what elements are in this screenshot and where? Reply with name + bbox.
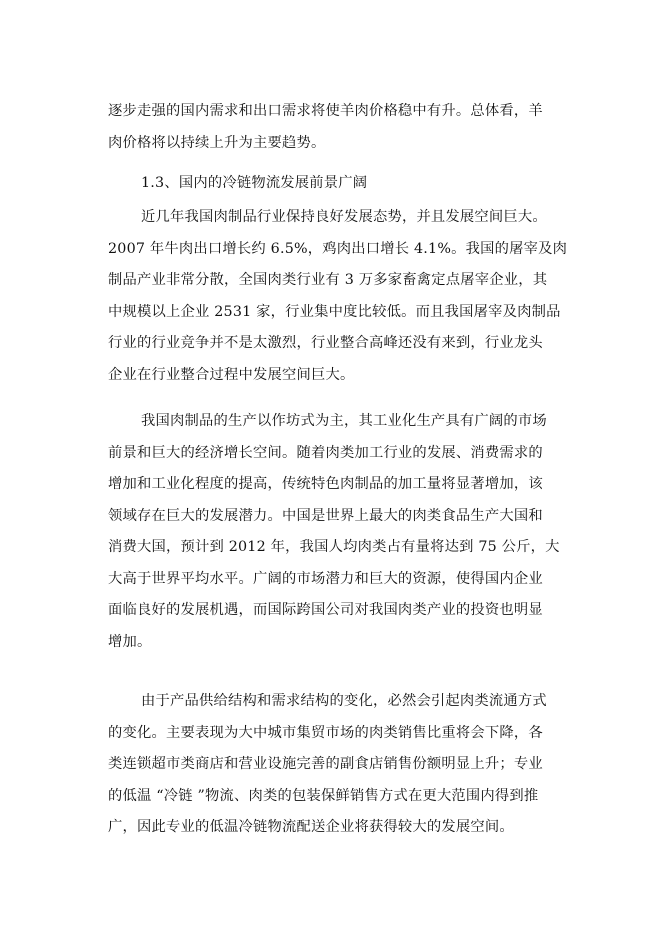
intro-line-2: 肉价格将以持续上升为主要趋势。	[108, 134, 326, 151]
paragraph-1-line-5: 行业的行业竞争并不是太激烈，行业整合高峰还没有来到，行业龙头	[108, 335, 543, 351]
paragraph-2-line-7: 面临良好的发展机遇，而国际跨国公司对我国肉类产业的投资也明显	[108, 602, 543, 618]
paragraph-2-line-4: 领域存在巨大的发展潜力。中国是世界上最大的肉类食品生产大国和	[108, 507, 543, 524]
paragraph-1-line-1: 近几年我国肉制品行业保持良好发展态势，并且发展空间巨大。	[141, 209, 547, 225]
paragraph-1	[108, 202, 568, 391]
paragraph-2-line-1: 我国肉制品的生产以作坊式为主，其工业化生产具有广阔的市场	[141, 413, 547, 429]
paragraph-1-line-4: 中规模以上企业 2531 家，行业集中度比较低。而且我国屠宰及肉制品	[108, 303, 561, 320]
section-heading	[108, 168, 556, 200]
paragraph-2-line-5: 消费大国，预计到 2012 年，我国人均肉类占有量将达到 75 公斤，大	[108, 539, 560, 555]
paragraph-2-line-8: 增加。	[108, 633, 152, 650]
intro-paragraph	[108, 96, 556, 159]
paragraph-2	[108, 406, 560, 658]
paragraph-3-line-4: 的低温 “冷链 ”物流、肉类的包装保鲜销售方式在更大范围内得到推	[108, 787, 539, 804]
intro-line-1: 逐步走强的国内需求和出口需求将使羊肉价格稳中有升。总体看，羊	[108, 103, 543, 119]
paragraph-2-line-3: 增加和工业化程度的提高，传统特色肉制品的加工量将显著增加，该	[108, 476, 543, 492]
paragraph-2-line-2: 前景和巨大的经济增长空间。随着肉类加工行业的发展、消费需求的	[108, 444, 543, 461]
paragraph-1-line-3: 制品产业非常分散，全国肉类行业有 3 万多家畜禽定点屠宰企业，其	[108, 272, 548, 288]
paragraph-3-line-1: 由于产品供给结构和需求结构的变化，必然会引起肉类流通方式	[141, 693, 547, 709]
paragraph-1-line-2: 2007 年牛肉出口增长约 6.5%，鸡肉出口增长 4.1%。我国的屠宰及肉	[108, 240, 568, 257]
paragraph-3	[108, 686, 556, 844]
paragraph-3-line-3: 类连锁超市类商店和营业设施完善的副食店销售份额明显上升；专业	[108, 756, 543, 772]
paragraph-3-line-2: 的变化。主要表现为大中城市集贸市场的肉类销售比重将会下降，各	[108, 724, 543, 741]
paragraph-1-line-6: 企业在行业整合过程中发展空间巨大。	[108, 366, 355, 383]
paragraph-2-line-6: 大高于世界平均水平。广阔的市场潜力和巨大的资源，使得国内企业	[108, 570, 543, 587]
paragraph-3-line-5: 广，因此专业的低温冷链物流配送企业将获得较大的发展空间。	[108, 819, 514, 835]
section-heading-text: 1.3、国内的冷链物流发展前景广阔	[141, 175, 368, 191]
